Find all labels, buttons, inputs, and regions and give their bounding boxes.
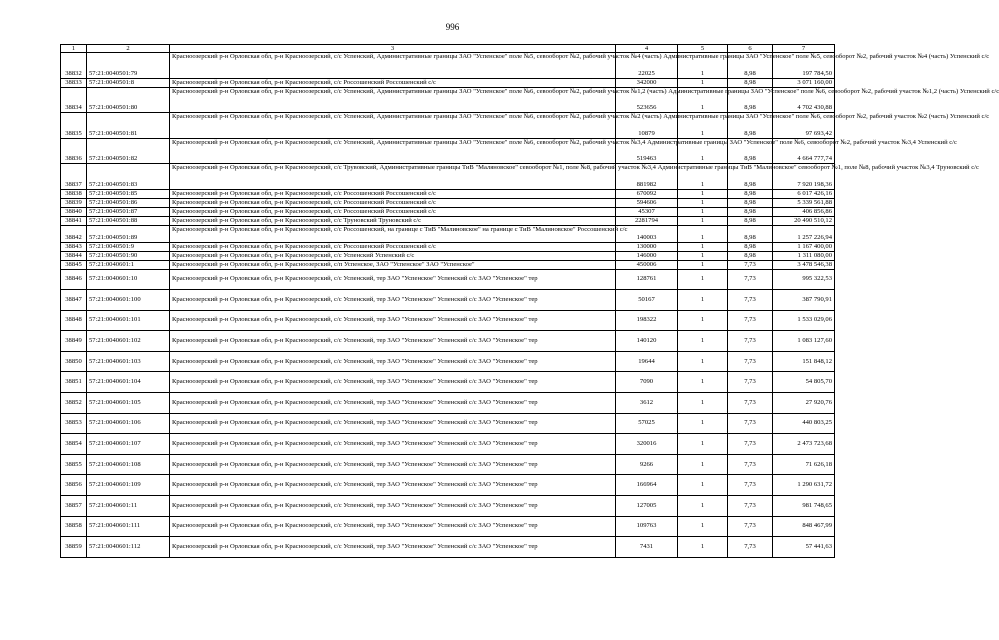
table-row <box>61 260 835 269</box>
table-row <box>61 269 835 290</box>
rate-value: 8,98 <box>728 87 773 113</box>
table-row <box>61 207 835 216</box>
area-value: 146000 <box>616 251 678 260</box>
cadastral-number: 57:21:0040501:87 <box>87 207 170 216</box>
location-description: Красноозерский р-н Орловская обл, р-н Красноозерский, с/с Успенский Успенский с/с <box>170 251 616 260</box>
rate-value: 7,73 <box>728 413 773 434</box>
table-row <box>61 516 835 537</box>
cadastral-number: 57:21:0040501:85 <box>87 189 170 198</box>
row-number: 38838 <box>61 189 87 198</box>
area-value: 166964 <box>616 475 678 496</box>
area-value: 45307 <box>616 207 678 216</box>
row-number: 38853 <box>61 413 87 434</box>
cadastral-number: 57:21:0040601:101 <box>87 310 170 331</box>
location-description: Красноозерский р-н Орловская обл, р-н Красноозерский, с/с Успенский, тер ЗАО "Успенское" Успенский с/с ЗАО "Успенское" тер <box>170 372 616 393</box>
location-description: Красноозерский р-н Орловская обл, р-н Красноозерский, с/с Россошенский Россошенский с/с <box>170 198 616 207</box>
cadastral-number: 57:21:0040601:1 <box>87 260 170 269</box>
row-number: 38832 <box>61 53 87 79</box>
rate-value: 8,98 <box>728 216 773 225</box>
cadastral-number: 57:21:0040601:112 <box>87 537 170 558</box>
cadastral-value: 981 748,65 <box>773 496 835 517</box>
location-description: Красноозерский р-н Орловская обл, р-н Красноозерский, с/с Успенский, тер ЗАО "Успенское" Успенский с/с ЗАО "Успенское" тер <box>170 516 616 537</box>
table-row <box>61 216 835 225</box>
rate-value: 7,73 <box>728 454 773 475</box>
cadastral-number: 57:21:0040601:111 <box>87 516 170 537</box>
rate-value: 7,73 <box>728 537 773 558</box>
location-description: Красноозерский р-н Орловская обл, р-н Красноозерский, с/с Успенский, тер ЗАО "Успенское" Успенский с/с ЗАО "Успенское" тер <box>170 393 616 414</box>
area-value: 140003 <box>616 225 678 242</box>
rate-value: 8,98 <box>728 189 773 198</box>
row-number: 38846 <box>61 269 87 290</box>
location-description: Красноозерский р-н Орловская обл, р-н Красноозерский, с/с Успенский, тер ЗАО "Успенское" Успенский с/с ЗАО "Успенское" тер <box>170 269 616 290</box>
rate-value: 8,98 <box>728 242 773 251</box>
table-body <box>61 53 999 558</box>
coefficient-value: 1 <box>678 225 728 242</box>
col-header-2: 2 <box>87 45 170 53</box>
row-number: 38855 <box>61 454 87 475</box>
header-row <box>61 45 835 53</box>
cadastral-value: 2 473 723,68 <box>773 434 835 455</box>
location-description: Красноозерский р-н Орловская обл, р-н Красноозерский, с/с Успенский, тер ЗАО "Успенское" Успенский с/с ЗАО "Успенское" тер <box>170 454 616 475</box>
cadastral-number: 57:21:0040601:102 <box>87 331 170 352</box>
table-row <box>61 78 835 87</box>
area-value: 128761 <box>616 269 678 290</box>
area-value: 881982 <box>616 164 678 190</box>
location-description: Красноозерский р-н Орловская обл, р-н Красноозерский, с/с Успенский, тер ЗАО "Успенское" Успенский с/с ЗАО "Успенское" тер <box>170 290 616 311</box>
cadastral-value: 7 920 198,36 <box>773 164 835 190</box>
area-value: 7431 <box>616 537 678 558</box>
location-description: Красноозерский р-н Орловская обл, р-н Красноозерский, с/с Труновский Труновский с/с <box>170 216 616 225</box>
area-value: 519463 <box>616 138 678 164</box>
location-description: Красноозерский р-н Орловская обл, р-н Красноозерский, с/с Россошенский Россошенский с/с <box>170 207 616 216</box>
table-row <box>61 290 835 311</box>
location-description: Красноозерский р-н Орловская обл, р-н Красноозерский, с/с Успенский, Административные границы ЗАО "Успенское" поле №6, севооборот №2, рабочий участок №3,4 Административные границы ЗАО "Успенское" поле №6, севооборот №2, рабочий участок №3,4 Успенский с/с <box>170 138 616 164</box>
coefficient-value: 1 <box>678 113 728 139</box>
coefficient-value: 1 <box>678 454 728 475</box>
location-description: Красноозерский р-н Орловская обл, р-н Красноозерский, с/с Успенский, тер ЗАО "Успенское" Успенский с/с ЗАО "Успенское" тер <box>170 434 616 455</box>
cadastral-number: 57:21:0040501:79 <box>87 53 170 79</box>
table-row <box>61 434 835 455</box>
rate-value: 8,98 <box>728 225 773 242</box>
coefficient-value: 1 <box>678 53 728 79</box>
cadastral-value: 3 071 160,00 <box>773 78 835 87</box>
area-value: 320016 <box>616 434 678 455</box>
rate-value: 8,98 <box>728 207 773 216</box>
area-value: 594606 <box>616 198 678 207</box>
rate-value: 7,73 <box>728 516 773 537</box>
cadastral-value: 6 017 426,16 <box>773 189 835 198</box>
cadastral-value: 151 848,12 <box>773 351 835 372</box>
cadastral-number: 57:21:0040601:11 <box>87 496 170 517</box>
rate-value: 7,73 <box>728 372 773 393</box>
table-row <box>61 87 835 113</box>
rate-value: 8,98 <box>728 198 773 207</box>
cadastral-value: 54 805,70 <box>773 372 835 393</box>
location-description: Красноозерский р-н Орловская обл, р-н Красноозерский, с/с Успенский, Административные границы ЗАО "Успенское" поле №6, севооборот №2, рабочий участок №2 (часть) Административные границы ЗАО "Успенское" поле №6, севооборот №2, рабочий участок №2 (часть) Успенский с/с <box>170 113 616 139</box>
row-number: 38854 <box>61 434 87 455</box>
cadastral-value: 406 856,86 <box>773 207 835 216</box>
table-row <box>61 537 835 558</box>
registry-table <box>60 44 999 558</box>
area-value: 9266 <box>616 454 678 475</box>
table-row <box>61 251 835 260</box>
cadastral-number: 57:21:0040501:89 <box>87 225 170 242</box>
rate-value: 7,73 <box>728 475 773 496</box>
location-description: Красноозерский р-н Орловская обл, р-н Красноозерский, с/с Успенский, тер ЗАО "Успенское" Успенский с/с ЗАО "Успенское" тер <box>170 413 616 434</box>
row-number: 38836 <box>61 138 87 164</box>
rate-value: 7,73 <box>728 393 773 414</box>
cadastral-value: 57 441,63 <box>773 537 835 558</box>
col-header-7: 7 <box>773 45 835 53</box>
row-number: 38851 <box>61 372 87 393</box>
cadastral-number: 57:21:0040501:90 <box>87 251 170 260</box>
cadastral-value: 97 693,42 <box>773 113 835 139</box>
rate-value: 7,73 <box>728 434 773 455</box>
cadastral-number: 57:21:0040501:82 <box>87 138 170 164</box>
cadastral-number: 57:21:0040501:8 <box>87 78 170 87</box>
location-description: Красноозерский р-н Орловская обл, р-н Красноозерский, с/с Россошенский Россошенский с/с <box>170 242 616 251</box>
table-row <box>61 198 835 207</box>
cadastral-value: 5 339 561,88 <box>773 198 835 207</box>
cadastral-number: 57:21:0040601:107 <box>87 434 170 455</box>
cadastral-value: 1 083 127,60 <box>773 331 835 352</box>
cadastral-number: 57:21:0040601:104 <box>87 372 170 393</box>
col-header-6: 6 <box>728 45 773 53</box>
area-value: 127005 <box>616 496 678 517</box>
location-description: Красноозерский р-н Орловская обл, р-н Красноозерский, с/с Россошенский, на границе с ТиВ "Малиновское" на границе с ТиВ "Малиновское" Россошенский с/с <box>170 225 616 242</box>
coefficient-value: 1 <box>678 310 728 331</box>
table-row <box>61 351 835 372</box>
coefficient-value: 1 <box>678 475 728 496</box>
table-row <box>61 393 835 414</box>
coefficient-value: 1 <box>678 269 728 290</box>
row-number: 38850 <box>61 351 87 372</box>
rate-value: 8,98 <box>728 164 773 190</box>
cadastral-value: 1 257 226,94 <box>773 225 835 242</box>
coefficient-value: 1 <box>678 207 728 216</box>
table-row <box>61 372 835 393</box>
cadastral-value: 1 290 631,72 <box>773 475 835 496</box>
row-number: 38834 <box>61 87 87 113</box>
area-value: 50167 <box>616 290 678 311</box>
table-row <box>61 242 835 251</box>
area-value: 3612 <box>616 393 678 414</box>
area-value: 523656 <box>616 87 678 113</box>
cadastral-number: 57:21:0040501:88 <box>87 216 170 225</box>
location-description: Красноозерский р-н Орловская обл, р-н Красноозерский, с/с Успенский, Административные границы ЗАО "Успенское" поле №5, севооборот №2, рабочий участок №4 (часть) Административные границы ЗАО "Успенское" поле №5, севооборот №2, рабочий участок №4 (часть) Успенский с/с <box>170 53 616 79</box>
cadastral-value: 4 664 777,74 <box>773 138 835 164</box>
location-description: Красноозерский р-н Орловская обл, р-н Красноозерский, с/с Россошенский Россошенский с/с <box>170 78 616 87</box>
coefficient-value: 1 <box>678 78 728 87</box>
area-value: 342000 <box>616 78 678 87</box>
coefficient-value: 1 <box>678 372 728 393</box>
cadastral-number: 57:21:0040501:86 <box>87 198 170 207</box>
cadastral-value: 4 702 430,88 <box>773 87 835 113</box>
coefficient-value: 1 <box>678 331 728 352</box>
rate-value: 8,98 <box>728 113 773 139</box>
coefficient-value: 1 <box>678 496 728 517</box>
area-value: 10879 <box>616 113 678 139</box>
area-value: 7090 <box>616 372 678 393</box>
row-number: 38833 <box>61 78 87 87</box>
cadastral-number: 57:21:0040501:80 <box>87 87 170 113</box>
cadastral-value: 71 626,18 <box>773 454 835 475</box>
cadastral-number: 57:21:0040601:100 <box>87 290 170 311</box>
table-row <box>61 189 835 198</box>
coefficient-value: 1 <box>678 413 728 434</box>
area-value: 130000 <box>616 242 678 251</box>
col-header-5: 5 <box>678 45 728 53</box>
row-number: 38849 <box>61 331 87 352</box>
location-description: Красноозерский р-н Орловская обл, р-н Красноозерский, с/с Успенский, тер ЗАО "Успенское" Успенский с/с ЗАО "Успенское" тер <box>170 537 616 558</box>
location-description: Красноозерский р-н Орловская обл, р-н Красноозерский, с/с Успенский, тер ЗАО "Успенское" Успенский с/с ЗАО "Успенское" тер <box>170 351 616 372</box>
col-header-3: 3 <box>170 45 616 53</box>
cadastral-value: 3 478 546,38 <box>773 260 835 269</box>
location-description: Красноозерский р-н Орловская обл, р-н Красноозерский, с/с Успенский, Административные границы ЗАО "Успенское" поле №6, севооборот №2, рабочий участок №1,2 (часть) Административные границы ЗАО "Успенское" поле №6, севооборот №2, рабочий участок №1,2 (часть) Успенский с/с <box>170 87 616 113</box>
location-description: Красноозерский р-н Орловская обл, р-н Красноозерский, с/с Россошенский Россошенский с/с <box>170 189 616 198</box>
row-number: 38858 <box>61 516 87 537</box>
row-number: 38847 <box>61 290 87 311</box>
table-row <box>61 225 835 242</box>
cadastral-value: 197 784,50 <box>773 53 835 79</box>
coefficient-value: 1 <box>678 393 728 414</box>
location-description: Красноозерский р-н Орловская обл, р-н Красноозерский, с/п Успенское, ЗАО "Успенское" ЗАО "Успенское" <box>170 260 616 269</box>
cadastral-value: 1 311 080,00 <box>773 251 835 260</box>
coefficient-value: 1 <box>678 351 728 372</box>
table-row <box>61 413 835 434</box>
table-row <box>61 331 835 352</box>
col-header-4: 4 <box>616 45 678 53</box>
rate-value: 7,73 <box>728 290 773 311</box>
cadastral-number: 57:21:0040501:83 <box>87 164 170 190</box>
cadastral-value: 27 920,76 <box>773 393 835 414</box>
cadastral-value: 1 167 400,00 <box>773 242 835 251</box>
cadastral-number: 57:21:0040601:103 <box>87 351 170 372</box>
coefficient-value: 1 <box>678 87 728 113</box>
row-number: 38843 <box>61 242 87 251</box>
table-row <box>61 475 835 496</box>
cadastral-value: 387 790,91 <box>773 290 835 311</box>
table-row <box>61 138 835 164</box>
rate-value: 8,98 <box>728 53 773 79</box>
coefficient-value: 1 <box>678 516 728 537</box>
rate-value: 7,73 <box>728 310 773 331</box>
row-number: 38842 <box>61 225 87 242</box>
row-number: 38852 <box>61 393 87 414</box>
cadastral-number: 57:21:0040601:106 <box>87 413 170 434</box>
rate-value: 7,73 <box>728 269 773 290</box>
area-value: 670092 <box>616 189 678 198</box>
coefficient-value: 1 <box>678 251 728 260</box>
cadastral-value: 1 533 029,06 <box>773 310 835 331</box>
area-value: 140120 <box>616 331 678 352</box>
row-number: 38839 <box>61 198 87 207</box>
table-row <box>61 113 835 139</box>
cadastral-number: 57:21:0040601:108 <box>87 454 170 475</box>
row-number: 38856 <box>61 475 87 496</box>
coefficient-value: 1 <box>678 216 728 225</box>
table-row <box>61 53 835 79</box>
rate-value: 8,98 <box>728 78 773 87</box>
cadastral-number: 57:21:0040501:81 <box>87 113 170 139</box>
area-value: 198322 <box>616 310 678 331</box>
table-row <box>61 310 835 331</box>
area-value: 22025 <box>616 53 678 79</box>
coefficient-value: 1 <box>678 242 728 251</box>
rate-value: 7,73 <box>728 260 773 269</box>
row-number: 38840 <box>61 207 87 216</box>
cadastral-number: 57:21:0040601:10 <box>87 269 170 290</box>
col-header-1: 1 <box>61 45 87 53</box>
cadastral-value: 20 490 510,12 <box>773 216 835 225</box>
area-value: 450006 <box>616 260 678 269</box>
table-row <box>61 496 835 517</box>
cadastral-number: 57:21:0040601:109 <box>87 475 170 496</box>
page-number: 996 <box>445 22 460 32</box>
row-number: 38844 <box>61 251 87 260</box>
coefficient-value: 1 <box>678 434 728 455</box>
row-number: 38857 <box>61 496 87 517</box>
cadastral-value: 848 467,99 <box>773 516 835 537</box>
rate-value: 8,98 <box>728 251 773 260</box>
rate-value: 7,73 <box>728 331 773 352</box>
cadastral-value: 995 322,53 <box>773 269 835 290</box>
area-value: 109763 <box>616 516 678 537</box>
location-description: Красноозерский р-н Орловская обл, р-н Красноозерский, с/с Успенский, тер ЗАО "Успенское" Успенский с/с ЗАО "Успенское" тер <box>170 496 616 517</box>
location-description: Красноозерский р-н Орловская обл, р-н Красноозерский, с/с Успенский, тер ЗАО "Успенское" Успенский с/с ЗАО "Успенское" тер <box>170 310 616 331</box>
cadastral-number: 57:21:0040501:9 <box>87 242 170 251</box>
coefficient-value: 1 <box>678 290 728 311</box>
coefficient-value: 1 <box>678 189 728 198</box>
row-number: 38841 <box>61 216 87 225</box>
area-value: 57025 <box>616 413 678 434</box>
coefficient-value: 1 <box>678 164 728 190</box>
rate-value: 7,73 <box>728 496 773 517</box>
location-description: Красноозерский р-н Орловская обл, р-н Красноозерский, с/с Трувовский, Административные границы ТиВ "Маляновское" севооборот №1, поле №8, рабочий участок №3,4 Административные границы ТиВ "Малиновское" севооборот №1, поле №8, рабочий участок №3,4 Труновский с/с <box>170 164 616 190</box>
row-number: 38845 <box>61 260 87 269</box>
row-number: 38835 <box>61 113 87 139</box>
location-description: Красноозерский р-н Орловская обл, р-н Красноозерский, с/с Успенский, тер ЗАО "Успенское" Успенский с/с ЗАО "Успенское" тер <box>170 475 616 496</box>
coefficient-value: 1 <box>678 537 728 558</box>
cadastral-number: 57:21:0040601:105 <box>87 393 170 414</box>
coefficient-value: 1 <box>678 138 728 164</box>
location-description: Красноозерский р-н Орловская обл, р-н Красноозерский, с/с Успенский, тер ЗАО "Успенское" Успенский с/с ЗАО "Успенское" тер <box>170 331 616 352</box>
row-number: 38837 <box>61 164 87 190</box>
cadastral-value: 440 803,25 <box>773 413 835 434</box>
coefficient-value: 1 <box>678 260 728 269</box>
table-row <box>61 164 835 190</box>
area-value: 19644 <box>616 351 678 372</box>
coefficient-value: 1 <box>678 198 728 207</box>
rate-value: 7,73 <box>728 351 773 372</box>
table-row <box>61 454 835 475</box>
row-number: 38848 <box>61 310 87 331</box>
area-value: 2281794 <box>616 216 678 225</box>
row-number: 38859 <box>61 537 87 558</box>
rate-value: 8,98 <box>728 138 773 164</box>
